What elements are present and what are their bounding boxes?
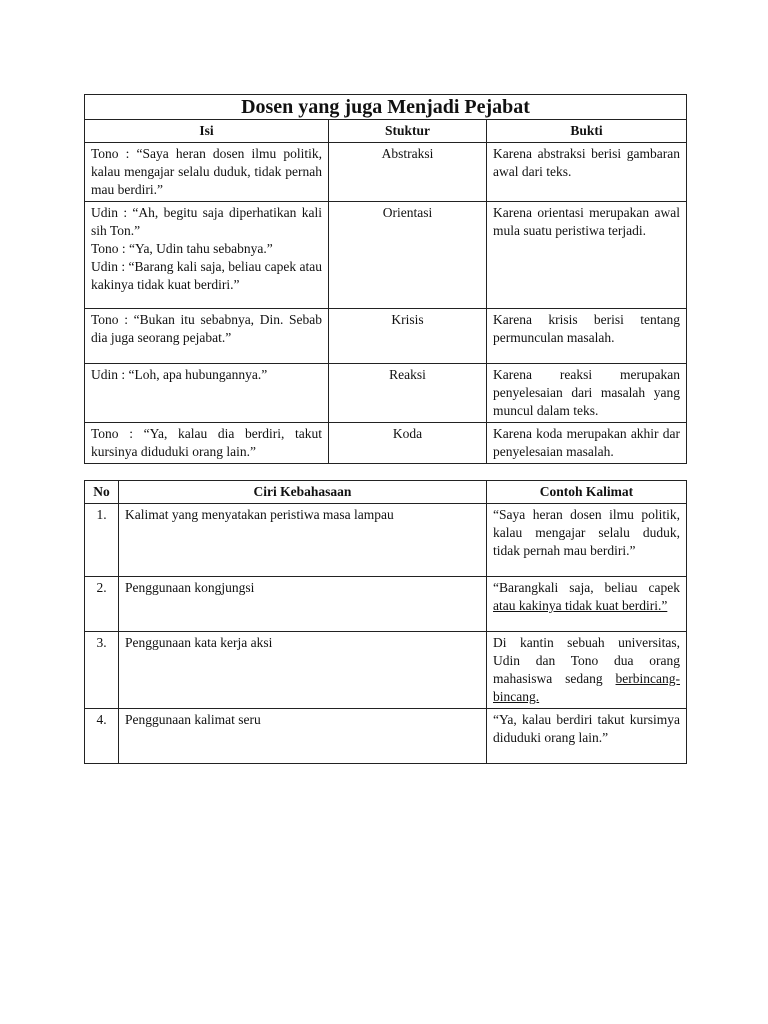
cell-no: 3.	[85, 632, 119, 709]
cell-contoh	[487, 504, 687, 577]
cell-isi	[85, 423, 329, 464]
isi-line: Tono : “Bukan itu sebabnya, Din. Sebab dia juga seorang pejabat.”	[91, 312, 322, 345]
isi-line: Tono : “Ya, Udin tahu sebabnya.”	[91, 241, 273, 256]
contoh-text: “Barangkali saja, beliau capek	[493, 580, 680, 595]
cell-bukti: Karena koda merupakan akhir dar penyelesaian masalah.	[487, 423, 687, 464]
table-language-features	[84, 480, 687, 764]
cell-struktur: Orientasi	[329, 202, 487, 309]
header-ciri: Ciri Kebahasaan	[119, 481, 487, 504]
contoh-underlined: atau kakinya tidak kuat berdiri.”	[493, 598, 668, 613]
cell-struktur: Abstraksi	[329, 143, 487, 202]
cell-bukti: Karena orientasi merupakan awal mula suatu peristiwa terjadi.	[487, 202, 687, 309]
cell-bukti: Karena krisis berisi tentang permunculan masalah.	[487, 309, 687, 364]
table-title: Dosen yang juga Menjadi Pejabat	[85, 95, 687, 120]
isi-line: Udin : “Loh, apa hubungannya.”	[91, 367, 268, 382]
cell-struktur: Krisis	[329, 309, 487, 364]
cell-isi	[85, 202, 329, 309]
table-row	[85, 709, 687, 764]
cell-no: 1.	[85, 504, 119, 577]
table-row	[85, 632, 687, 709]
cell-no: 2.	[85, 577, 119, 632]
header-no: No	[85, 481, 119, 504]
isi-line: Udin : “Barang kali saja, beliau capek atau kakinya tidak kuat berdiri.”	[91, 259, 322, 292]
table-story-structure	[84, 94, 687, 464]
cell-no: 4.	[85, 709, 119, 764]
header-bukti: Bukti	[487, 120, 687, 143]
cell-struktur: Reaksi	[329, 364, 487, 423]
cell-isi	[85, 364, 329, 423]
header-isi: Isi	[85, 120, 329, 143]
cell-ciri: Penggunaan kalimat seru	[119, 709, 487, 764]
contoh-text: “Saya heran dosen ilmu politik, kalau mengajar selalu duduk, tidak pernah mau berdiri.”	[493, 507, 680, 558]
contoh-underlined: berbincang-bincang.	[493, 671, 680, 704]
cell-ciri: Kalimat yang menyatakan peristiwa masa lampau	[119, 504, 487, 577]
cell-bukti: Karena abstraksi berisi gambaran awal dari teks.	[487, 143, 687, 202]
isi-line: Tono : “Saya heran dosen ilmu politik, kalau mengajar selalu duduk, tidak pernah mau berdiri.”	[91, 146, 322, 197]
cell-contoh	[487, 632, 687, 709]
isi-line: Tono : “Ya, kalau dia berdiri, takut kursinya diduduki orang lain.”	[91, 426, 322, 459]
header-contoh: Contoh Kalimat	[487, 481, 687, 504]
header-struktur: Stuktur	[329, 120, 487, 143]
contoh-text: Di kantin sebuah universitas, Udin dan Tono dua orang mahasiswa sedang	[493, 635, 680, 686]
table-row	[85, 364, 687, 423]
cell-contoh	[487, 577, 687, 632]
table-row	[85, 143, 687, 202]
isi-line: Udin : “Ah, begitu saja diperhatikan kali sih Ton.”	[91, 205, 322, 238]
cell-ciri: Penggunaan kata kerja aksi	[119, 632, 487, 709]
cell-isi	[85, 309, 329, 364]
cell-bukti: Karena reaksi merupakan penyelesaian dari masalah yang muncul dalam teks.	[487, 364, 687, 423]
table-row	[85, 202, 687, 309]
table-row	[85, 309, 687, 364]
cell-struktur: Koda	[329, 423, 487, 464]
table-row	[85, 577, 687, 632]
table-header-row	[85, 120, 687, 143]
table-row	[85, 504, 687, 577]
table-row	[85, 423, 687, 464]
contoh-text: “Ya, kalau berdiri takut kursimya diduduki orang lain.”	[493, 712, 680, 745]
cell-contoh	[487, 709, 687, 764]
cell-ciri: Penggunaan kongjungsi	[119, 577, 487, 632]
table-header-row	[85, 481, 687, 504]
cell-isi	[85, 143, 329, 202]
